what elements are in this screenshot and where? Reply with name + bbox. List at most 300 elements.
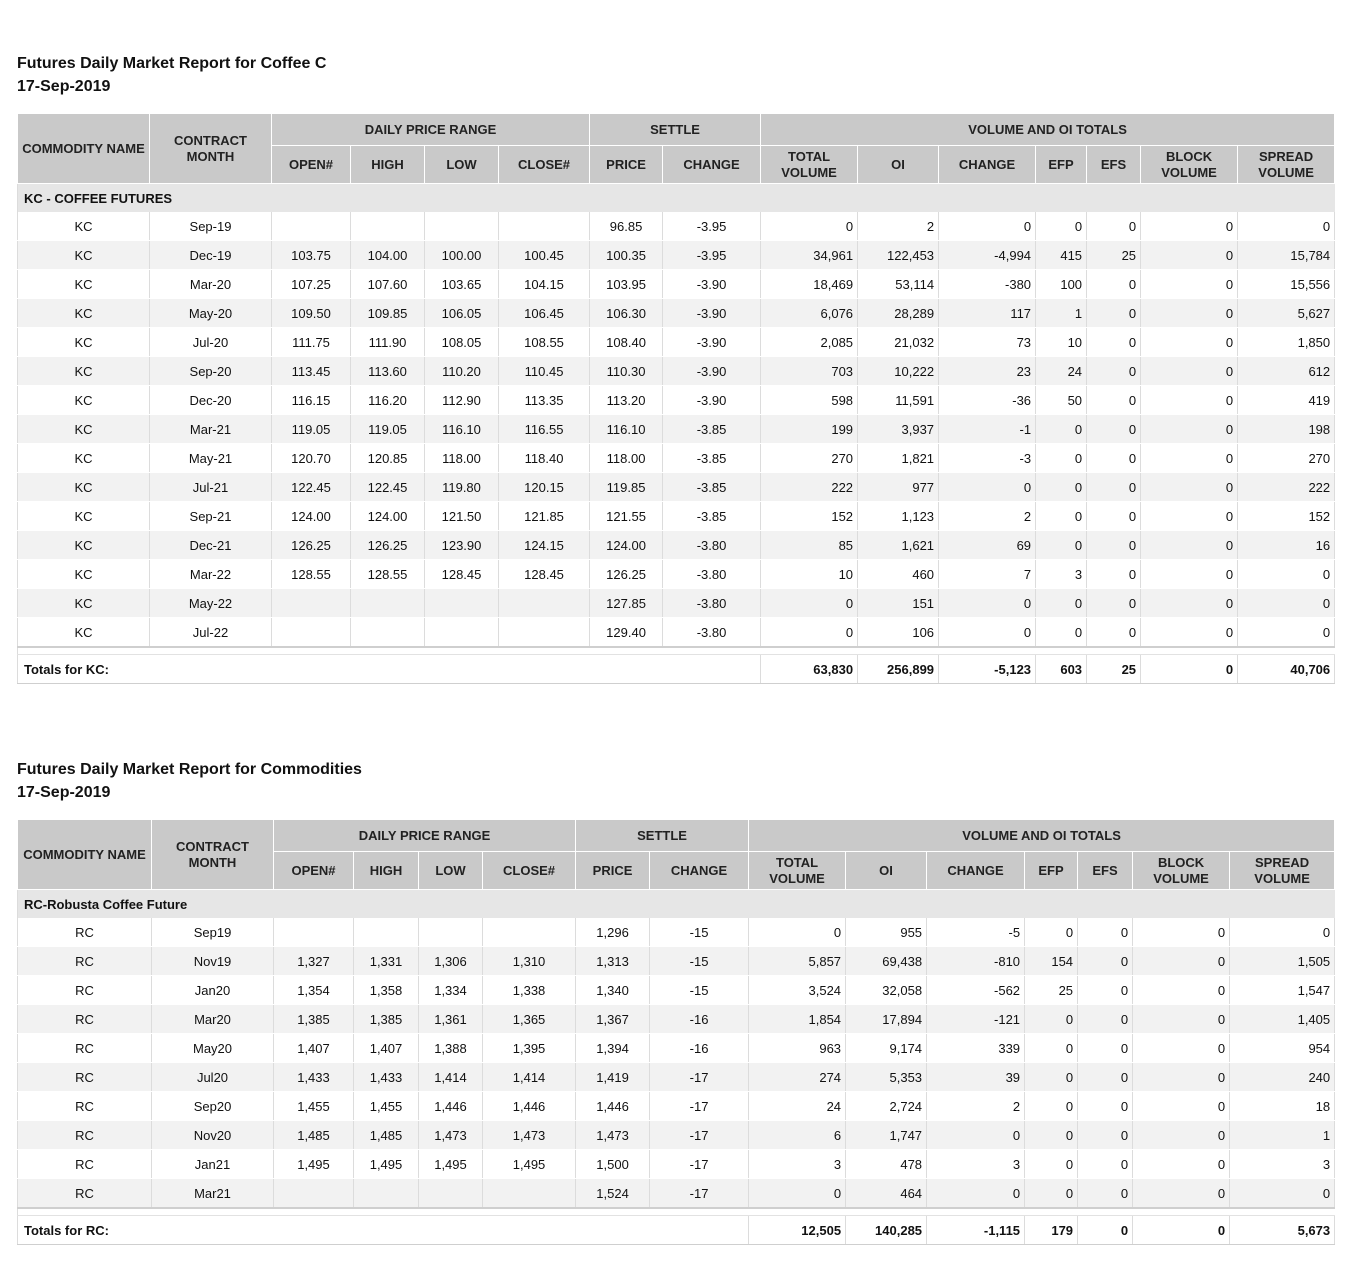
cell-low: 1,334: [419, 976, 483, 1005]
totals-efp: 179: [1025, 1216, 1078, 1245]
cell-oi-change: -4,994: [939, 241, 1036, 270]
cell-open: 107.25: [272, 270, 351, 299]
cell-close: 1,446: [483, 1092, 576, 1121]
cell-total-volume: 0: [749, 1179, 846, 1209]
table-row: [18, 1150, 1335, 1179]
cell-oi-change: -3: [939, 444, 1036, 473]
cell-low: 1,446: [419, 1092, 483, 1121]
cell-close: 118.40: [499, 444, 590, 473]
totals-label: Totals for KC:: [18, 655, 761, 684]
cell-contract-month: Jul-20: [150, 328, 272, 357]
cell-oi: 28,289: [858, 299, 939, 328]
cell-spread-volume: 16: [1238, 531, 1335, 560]
cell-high: 113.60: [351, 357, 425, 386]
cell-settle-change: -3.95: [663, 241, 761, 270]
cell-settle-price: 121.55: [590, 502, 663, 531]
cell-high: 109.85: [351, 299, 425, 328]
cell-oi-change: -121: [927, 1005, 1025, 1034]
cell-efp: 0: [1025, 1005, 1078, 1034]
cell-oi-change: 2: [927, 1092, 1025, 1121]
cell-spread-volume: 152: [1238, 502, 1335, 531]
cell-efp: 0: [1025, 918, 1078, 947]
cell-contract-month: May-20: [150, 299, 272, 328]
cell-total-volume: 274: [749, 1063, 846, 1092]
cell-total-volume: 3,524: [749, 976, 846, 1005]
totals-label: Totals for RC:: [18, 1216, 749, 1245]
table-row: [18, 386, 1335, 415]
cell-efp: 10: [1036, 328, 1087, 357]
cell-oi-change: 2: [939, 502, 1036, 531]
cell-settle-change: -3.85: [663, 473, 761, 502]
table-row: [18, 328, 1335, 357]
cell-efp: 0: [1036, 444, 1087, 473]
header-contract-month: CONTRACT MONTH: [150, 114, 272, 184]
cell-oi: 9,174: [846, 1034, 927, 1063]
table-row: [18, 918, 1335, 947]
cell-efp: 0: [1036, 212, 1087, 241]
cell-settle-price: 124.00: [590, 531, 663, 560]
table-row: [18, 976, 1335, 1005]
cell-low: 1,495: [419, 1150, 483, 1179]
cell-commodity: KC: [18, 386, 150, 415]
report-coffee-c: [17, 52, 1334, 684]
report-date: 17-Sep-2019: [17, 78, 111, 95]
cell-efp: 415: [1036, 241, 1087, 270]
header-settle: SETTLE: [590, 114, 761, 146]
cell-low: 106.05: [425, 299, 499, 328]
cell-spread-volume: 15,784: [1238, 241, 1335, 270]
cell-spread-volume: 240: [1230, 1063, 1335, 1092]
cell-spread-volume: 5,627: [1238, 299, 1335, 328]
totals-efp: 603: [1036, 655, 1087, 684]
cell-total-volume: 0: [761, 618, 858, 648]
cell-total-volume: 199: [761, 415, 858, 444]
table-row: [18, 589, 1335, 618]
cell-block-volume: 0: [1141, 212, 1238, 241]
cell-block-volume: 0: [1141, 386, 1238, 415]
cell-efs: 0: [1087, 386, 1141, 415]
cell-open: 111.75: [272, 328, 351, 357]
cell-spread-volume: 1,505: [1230, 947, 1335, 976]
cell-contract-month: Jul-21: [150, 473, 272, 502]
cell-efp: 100: [1036, 270, 1087, 299]
header-commodity-name: COMMODITY NAME: [18, 114, 150, 184]
cell-efs: 0: [1078, 976, 1133, 1005]
cell-close: 124.15: [499, 531, 590, 560]
cell-commodity: KC: [18, 560, 150, 589]
cell-settle-price: 1,524: [576, 1179, 650, 1209]
cell-low: 128.45: [425, 560, 499, 589]
cell-spread-volume: 1,405: [1230, 1005, 1335, 1034]
cell-contract-month: Sep-21: [150, 502, 272, 531]
totals-oi-change: -1,115: [927, 1216, 1025, 1245]
cell-commodity: KC: [18, 241, 150, 270]
cell-efs: 0: [1078, 1121, 1133, 1150]
cell-settle-change: -15: [650, 918, 749, 947]
cell-commodity: KC: [18, 531, 150, 560]
cell-oi-change: 0: [939, 589, 1036, 618]
cell-total-volume: 222: [761, 473, 858, 502]
header-high: HIGH: [354, 852, 419, 890]
cell-settle-price: 129.40: [590, 618, 663, 648]
header-spread-volume: SPREAD VOLUME: [1230, 852, 1335, 890]
cell-low: [425, 618, 499, 648]
cell-commodity: RC: [18, 1121, 152, 1150]
cell-efs: 0: [1087, 328, 1141, 357]
cell-open: 1,455: [274, 1092, 354, 1121]
totals-efs: 0: [1078, 1216, 1133, 1245]
cell-total-volume: 963: [749, 1034, 846, 1063]
cell-open: [272, 589, 351, 618]
table-row: [18, 1005, 1335, 1034]
table-row: [18, 560, 1335, 589]
cell-open: [272, 212, 351, 241]
cell-block-volume: 0: [1133, 1005, 1230, 1034]
totals-total-volume: 63,830: [761, 655, 858, 684]
table-row: [18, 1121, 1335, 1150]
cell-efp: 0: [1025, 1063, 1078, 1092]
cell-oi: 5,353: [846, 1063, 927, 1092]
cell-close: [499, 212, 590, 241]
cell-high: 104.00: [351, 241, 425, 270]
cell-oi-change: -1: [939, 415, 1036, 444]
cell-contract-month: Sep20: [152, 1092, 274, 1121]
cell-oi: 11,591: [858, 386, 939, 415]
cell-spread-volume: 1,850: [1238, 328, 1335, 357]
totals-divider: [18, 647, 1335, 655]
report-title: Futures Daily Market Report for Coffee C: [17, 55, 327, 72]
cell-settle-change: -16: [650, 1005, 749, 1034]
cell-oi-change: -5: [927, 918, 1025, 947]
cell-close: 1,338: [483, 976, 576, 1005]
header-efp: EFP: [1025, 852, 1078, 890]
header-oi: OI: [858, 146, 939, 184]
cell-efs: 0: [1087, 270, 1141, 299]
cell-close: 1,310: [483, 947, 576, 976]
header-daily-price-range: DAILY PRICE RANGE: [274, 820, 576, 852]
table-row: [18, 1179, 1335, 1209]
cell-settle-change: -3.90: [663, 270, 761, 299]
cell-high: [354, 918, 419, 947]
cell-close: 100.45: [499, 241, 590, 270]
cell-spread-volume: 0: [1238, 618, 1335, 648]
cell-low: 1,473: [419, 1121, 483, 1150]
cell-commodity: RC: [18, 1034, 152, 1063]
header-spread-volume: SPREAD VOLUME: [1238, 146, 1335, 184]
cell-efp: 0: [1036, 589, 1087, 618]
cell-block-volume: 0: [1141, 357, 1238, 386]
cell-open: 1,327: [274, 947, 354, 976]
cell-spread-volume: 0: [1230, 1179, 1335, 1209]
cell-close: [483, 918, 576, 947]
cell-high: [351, 212, 425, 241]
cell-spread-volume: 0: [1238, 589, 1335, 618]
cell-high: 1,358: [354, 976, 419, 1005]
cell-contract-month: Mar-20: [150, 270, 272, 299]
cell-efp: 0: [1036, 502, 1087, 531]
cell-oi: 1,747: [846, 1121, 927, 1150]
cell-efs: 0: [1078, 1179, 1133, 1209]
cell-efs: 0: [1078, 1150, 1133, 1179]
table-row: [18, 618, 1335, 648]
totals-total-volume: 12,505: [749, 1216, 846, 1245]
table-row: [18, 444, 1335, 473]
market-report-table: [17, 819, 1335, 1245]
cell-open: [272, 618, 351, 648]
cell-settle-price: 1,313: [576, 947, 650, 976]
header-block-volume: BLOCK VOLUME: [1133, 852, 1230, 890]
cell-oi: 10,222: [858, 357, 939, 386]
cell-contract-month: May-21: [150, 444, 272, 473]
cell-oi-change: 73: [939, 328, 1036, 357]
totals-spread-volume: 40,706: [1238, 655, 1335, 684]
cell-efs: 0: [1087, 299, 1141, 328]
cell-settle-price: 1,473: [576, 1121, 650, 1150]
cell-low: 108.05: [425, 328, 499, 357]
cell-settle-change: -17: [650, 1179, 749, 1209]
header-commodity-name: COMMODITY NAME: [18, 820, 152, 890]
cell-oi-change: 339: [927, 1034, 1025, 1063]
cell-oi-change: 69: [939, 531, 1036, 560]
cell-contract-month: Jul-22: [150, 618, 272, 648]
cell-low: 100.00: [425, 241, 499, 270]
header-oi: OI: [846, 852, 927, 890]
cell-settle-price: 100.35: [590, 241, 663, 270]
header-low: LOW: [419, 852, 483, 890]
cell-contract-month: Jan20: [152, 976, 274, 1005]
cell-low: [419, 918, 483, 947]
header-settle-price: PRICE: [576, 852, 650, 890]
cell-high: 111.90: [351, 328, 425, 357]
cell-high: [351, 618, 425, 648]
totals-row: [18, 655, 1335, 684]
cell-oi: 3,937: [858, 415, 939, 444]
cell-commodity: RC: [18, 1179, 152, 1209]
cell-spread-volume: 954: [1230, 1034, 1335, 1063]
cell-commodity: RC: [18, 1005, 152, 1034]
cell-settle-change: -17: [650, 1092, 749, 1121]
cell-low: [425, 589, 499, 618]
cell-block-volume: 0: [1141, 299, 1238, 328]
cell-low: 118.00: [425, 444, 499, 473]
cell-efs: 0: [1087, 502, 1141, 531]
cell-block-volume: 0: [1141, 415, 1238, 444]
cell-settle-price: 1,446: [576, 1092, 650, 1121]
header-volume-oi-totals: VOLUME AND OI TOTALS: [749, 820, 1335, 852]
cell-settle-change: -3.90: [663, 299, 761, 328]
cell-settle-price: 118.00: [590, 444, 663, 473]
cell-commodity: KC: [18, 212, 150, 241]
cell-total-volume: 85: [761, 531, 858, 560]
cell-total-volume: 3: [749, 1150, 846, 1179]
cell-block-volume: 0: [1141, 502, 1238, 531]
cell-high: 128.55: [351, 560, 425, 589]
cell-contract-month: May20: [152, 1034, 274, 1063]
cell-commodity: KC: [18, 444, 150, 473]
cell-total-volume: 6,076: [761, 299, 858, 328]
cell-efp: 3: [1036, 560, 1087, 589]
cell-open: 124.00: [272, 502, 351, 531]
cell-block-volume: 0: [1133, 976, 1230, 1005]
cell-oi-change: 0: [939, 618, 1036, 648]
cell-efs: 0: [1078, 1005, 1133, 1034]
cell-spread-volume: 270: [1238, 444, 1335, 473]
section-label: RC-Robusta Coffee Future: [18, 890, 1335, 919]
cell-open: 1,354: [274, 976, 354, 1005]
totals-efs: 25: [1087, 655, 1141, 684]
cell-efp: 0: [1025, 1121, 1078, 1150]
cell-spread-volume: 198: [1238, 415, 1335, 444]
cell-oi: 106: [858, 618, 939, 648]
cell-commodity: KC: [18, 502, 150, 531]
cell-efp: 0: [1036, 618, 1087, 648]
cell-commodity: RC: [18, 947, 152, 976]
cell-settle-price: 96.85: [590, 212, 663, 241]
cell-oi: 21,032: [858, 328, 939, 357]
cell-oi-change: -36: [939, 386, 1036, 415]
table-row: [18, 415, 1335, 444]
cell-low: 119.80: [425, 473, 499, 502]
cell-close: 1,414: [483, 1063, 576, 1092]
cell-spread-volume: 3: [1230, 1150, 1335, 1179]
cell-commodity: KC: [18, 618, 150, 648]
cell-oi: 2: [858, 212, 939, 241]
cell-efp: 0: [1036, 531, 1087, 560]
cell-settle-change: -15: [650, 976, 749, 1005]
cell-settle-price: 1,394: [576, 1034, 650, 1063]
cell-settle-change: -3.80: [663, 589, 761, 618]
cell-contract-month: Mar21: [152, 1179, 274, 1209]
cell-efp: 0: [1036, 473, 1087, 502]
cell-high: 1,455: [354, 1092, 419, 1121]
cell-open: 126.25: [272, 531, 351, 560]
cell-high: 1,407: [354, 1034, 419, 1063]
cell-oi-change: -562: [927, 976, 1025, 1005]
cell-spread-volume: 222: [1238, 473, 1335, 502]
cell-oi: 460: [858, 560, 939, 589]
table-row: [18, 502, 1335, 531]
cell-efs: 0: [1087, 212, 1141, 241]
report-date: 17-Sep-2019: [17, 784, 111, 801]
cell-efp: 0: [1025, 1179, 1078, 1209]
header-efs: EFS: [1078, 852, 1133, 890]
cell-oi: 32,058: [846, 976, 927, 1005]
cell-total-volume: 703: [761, 357, 858, 386]
cell-close: 128.45: [499, 560, 590, 589]
table-row: [18, 357, 1335, 386]
header-daily-price-range: DAILY PRICE RANGE: [272, 114, 590, 146]
cell-settle-change: -3.80: [663, 531, 761, 560]
cell-oi-change: 0: [939, 212, 1036, 241]
cell-total-volume: 1,854: [749, 1005, 846, 1034]
cell-open: 1,433: [274, 1063, 354, 1092]
totals-divider: [18, 1208, 1335, 1216]
cell-high: 1,331: [354, 947, 419, 976]
cell-settle-price: 1,419: [576, 1063, 650, 1092]
cell-oi: 478: [846, 1150, 927, 1179]
cell-contract-month: Jan21: [152, 1150, 274, 1179]
cell-block-volume: 0: [1141, 560, 1238, 589]
cell-total-volume: 0: [761, 589, 858, 618]
cell-block-volume: 0: [1141, 241, 1238, 270]
cell-block-volume: 0: [1141, 589, 1238, 618]
cell-high: 1,495: [354, 1150, 419, 1179]
cell-total-volume: 18,469: [761, 270, 858, 299]
cell-block-volume: 0: [1133, 1150, 1230, 1179]
cell-block-volume: 0: [1133, 947, 1230, 976]
header-volume-oi-totals: VOLUME AND OI TOTALS: [761, 114, 1335, 146]
market-report-table: [17, 113, 1335, 684]
cell-contract-month: Sep19: [152, 918, 274, 947]
cell-close: [483, 1179, 576, 1209]
cell-efs: 0: [1078, 947, 1133, 976]
cell-close: 106.45: [499, 299, 590, 328]
cell-efs: 0: [1078, 918, 1133, 947]
cell-block-volume: 0: [1133, 1179, 1230, 1209]
cell-total-volume: 0: [761, 212, 858, 241]
cell-settle-change: -3.90: [663, 328, 761, 357]
header-settle-change: CHANGE: [663, 146, 761, 184]
cell-high: 119.05: [351, 415, 425, 444]
cell-block-volume: 0: [1141, 473, 1238, 502]
cell-close: [499, 618, 590, 648]
cell-spread-volume: 0: [1230, 918, 1335, 947]
cell-commodity: KC: [18, 270, 150, 299]
cell-spread-volume: 0: [1238, 560, 1335, 589]
header-open: OPEN#: [272, 146, 351, 184]
cell-efp: 24: [1036, 357, 1087, 386]
cell-settle-price: 1,367: [576, 1005, 650, 1034]
header-low: LOW: [425, 146, 499, 184]
cell-efp: 0: [1036, 415, 1087, 444]
cell-low: 1,388: [419, 1034, 483, 1063]
cell-high: 122.45: [351, 473, 425, 502]
table-row: [18, 473, 1335, 502]
cell-oi-change: 23: [939, 357, 1036, 386]
cell-close: 104.15: [499, 270, 590, 299]
cell-oi: 1,821: [858, 444, 939, 473]
cell-contract-month: Dec-21: [150, 531, 272, 560]
cell-settle-price: 110.30: [590, 357, 663, 386]
cell-commodity: RC: [18, 1092, 152, 1121]
cell-contract-month: Sep-19: [150, 212, 272, 241]
cell-settle-price: 1,296: [576, 918, 650, 947]
cell-settle-price: 126.25: [590, 560, 663, 589]
cell-settle-change: -3.85: [663, 415, 761, 444]
table-row: [18, 270, 1335, 299]
cell-open: 116.15: [272, 386, 351, 415]
cell-block-volume: 0: [1141, 328, 1238, 357]
cell-efp: 0: [1025, 1150, 1078, 1179]
cell-block-volume: 0: [1141, 531, 1238, 560]
cell-close: [499, 589, 590, 618]
cell-efs: 0: [1087, 589, 1141, 618]
cell-oi-change: 0: [927, 1121, 1025, 1150]
cell-high: [354, 1179, 419, 1209]
cell-open: 109.50: [272, 299, 351, 328]
cell-settle-change: -3.85: [663, 502, 761, 531]
cell-close: 113.35: [499, 386, 590, 415]
header-close: CLOSE#: [483, 852, 576, 890]
cell-oi-change: 0: [927, 1179, 1025, 1209]
header-block-volume: BLOCK VOLUME: [1141, 146, 1238, 184]
table-row: [18, 212, 1335, 241]
cell-high: 1,433: [354, 1063, 419, 1092]
cell-total-volume: 598: [761, 386, 858, 415]
cell-block-volume: 0: [1141, 444, 1238, 473]
cell-contract-month: Mar-21: [150, 415, 272, 444]
cell-efs: 0: [1087, 444, 1141, 473]
